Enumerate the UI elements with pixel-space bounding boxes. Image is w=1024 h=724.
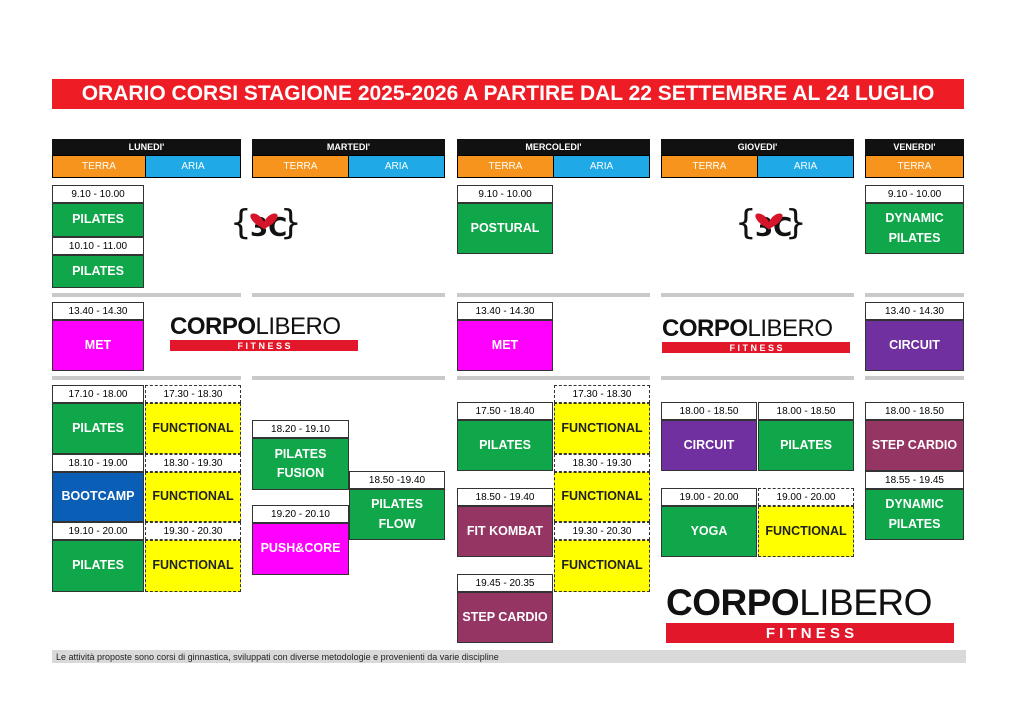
- svg-text:3C: 3C: [250, 213, 288, 243]
- course-block: PILATES: [758, 420, 854, 471]
- course-time: 18.55 - 19.45: [865, 471, 964, 489]
- brand-mark-icon: [733, 200, 805, 244]
- course-time: 13.40 - 14.30: [457, 302, 553, 320]
- course-time: 18.50 - 19.40: [457, 488, 553, 506]
- course-block: MET: [457, 320, 553, 371]
- course-time: 19.10 - 20.00: [52, 522, 144, 540]
- course-block: PILATES: [52, 203, 144, 237]
- course-time: 18.30 - 19.30: [554, 454, 650, 472]
- course-block: YOGA: [661, 506, 757, 557]
- course-time: 19.30 - 20.30: [554, 522, 650, 540]
- separator: [457, 376, 650, 380]
- corpolibero-logo: [170, 315, 360, 355]
- terra-label: TERRA: [252, 155, 349, 178]
- course-block: CIRCUIT: [865, 320, 964, 371]
- course-time: 19.00 - 20.00: [758, 488, 854, 506]
- svg-text:}: }: [785, 203, 805, 243]
- aria-label: ARIA: [758, 155, 854, 178]
- separator: [865, 293, 964, 297]
- course-time: 18.20 - 19.10: [252, 420, 349, 438]
- course-time: 18.50 -19.40: [349, 471, 445, 489]
- course-block: FUNCTIONAL: [758, 506, 854, 557]
- logo-fitness-bar: F I T N E S S: [662, 342, 850, 353]
- footer-note: Le attività proposte sono corsi di ginnastica, sviluppati con diverse metodologie e provenienti da varie discipline: [52, 650, 966, 663]
- brand-mark-icon: [228, 200, 300, 244]
- logo-fitness-bar: F I T N E S S: [170, 340, 358, 351]
- course-time: 17.30 - 18.30: [554, 385, 650, 403]
- course-time: 9.10 - 10.00: [52, 185, 144, 203]
- terra-label: TERRA: [865, 155, 964, 178]
- course-block: CIRCUIT: [661, 420, 757, 471]
- logo-light: LIBERO: [747, 315, 833, 342]
- separator: [661, 293, 854, 297]
- terra-label: TERRA: [661, 155, 758, 178]
- course-time: 18.00 - 18.50: [758, 402, 854, 420]
- course-block: POSTURAL: [457, 203, 553, 254]
- course-block: FUNCTIONAL: [145, 472, 241, 522]
- separator: [457, 293, 650, 297]
- corpolibero-logo: [662, 317, 852, 357]
- course-block: DYNAMIC PILATES: [865, 203, 964, 254]
- separator: [661, 376, 854, 380]
- course-time: 19.20 - 20.10: [252, 505, 349, 523]
- course-time: 18.30 - 19.30: [145, 454, 241, 472]
- course-block: FUNCTIONAL: [554, 540, 650, 592]
- course-time: 19.00 - 20.00: [661, 488, 757, 506]
- course-block: PILATES: [457, 420, 553, 471]
- logo-fitness-bar: F I T N E S S: [666, 623, 954, 643]
- day-header-friday: VENERDI': [865, 139, 964, 155]
- corpolibero-logo-large: [666, 584, 958, 644]
- separator: [52, 293, 241, 297]
- course-block: FUNCTIONAL: [145, 540, 241, 592]
- day-header-wednesday: MERCOLEDI': [457, 139, 650, 155]
- course-block: PILATES: [52, 540, 144, 592]
- course-time: 13.40 - 14.30: [865, 302, 964, 320]
- course-block: PUSH&CORE: [252, 523, 349, 575]
- course-time: 19.45 - 20.35: [457, 574, 553, 592]
- svg-text:3C: 3C: [755, 213, 793, 243]
- course-block: DYNAMIC PILATES: [865, 489, 964, 540]
- logo-bold: CORPO: [666, 582, 800, 623]
- aria-label: ARIA: [146, 155, 241, 178]
- logo-light: LIBERO: [799, 582, 932, 623]
- svg-text:{: {: [735, 203, 757, 243]
- separator: [865, 376, 964, 380]
- page-title: ORARIO CORSI STAGIONE 2025-2026 A PARTIRE DAL 22 SETTEMBRE AL 24 LUGLIO: [52, 79, 964, 109]
- course-time: 9.10 - 10.00: [457, 185, 553, 203]
- course-time: 17.10 - 18.00: [52, 385, 144, 403]
- day-header-monday: LUNEDI': [52, 139, 241, 155]
- course-block: STEP CARDIO: [865, 420, 964, 471]
- course-block: FIT KOMBAT: [457, 506, 553, 557]
- separator: [252, 293, 445, 297]
- course-time: 18.10 - 19.00: [52, 454, 144, 472]
- course-time: 9.10 - 10.00: [865, 185, 964, 203]
- logo-bold: CORPO: [662, 315, 748, 342]
- terra-label: TERRA: [52, 155, 146, 178]
- course-time: 18.00 - 18.50: [865, 402, 964, 420]
- terra-label: TERRA: [457, 155, 554, 178]
- course-time: 10.10 - 11.00: [52, 237, 144, 255]
- logo-bold: CORPO: [170, 313, 256, 340]
- course-block: PILATES FUSION: [252, 438, 349, 490]
- course-time: 17.30 - 18.30: [145, 385, 241, 403]
- course-block: STEP CARDIO: [457, 592, 553, 643]
- separator: [252, 376, 445, 380]
- logo-light: LIBERO: [255, 313, 341, 340]
- course-block: BOOTCAMP: [52, 472, 144, 522]
- course-time: 18.00 - 18.50: [661, 402, 757, 420]
- course-time: 19.30 - 20.30: [145, 522, 241, 540]
- separator: [52, 376, 241, 380]
- course-block: PILATES: [52, 403, 144, 454]
- course-block: MET: [52, 320, 144, 371]
- course-block: PILATES: [52, 255, 144, 288]
- course-block: PILATES FLOW: [349, 489, 445, 540]
- course-time: 13.40 - 14.30: [52, 302, 144, 320]
- day-header-tuesday: MARTEDI': [252, 139, 445, 155]
- day-header-thursday: GIOVEDI': [661, 139, 854, 155]
- aria-label: ARIA: [554, 155, 650, 178]
- aria-label: ARIA: [349, 155, 445, 178]
- course-block: FUNCTIONAL: [554, 472, 650, 522]
- course-block: FUNCTIONAL: [554, 403, 650, 454]
- course-time: 17.50 - 18.40: [457, 402, 553, 420]
- svg-text:{: {: [230, 203, 252, 243]
- course-block: FUNCTIONAL: [145, 403, 241, 454]
- svg-text:}: }: [280, 203, 300, 243]
